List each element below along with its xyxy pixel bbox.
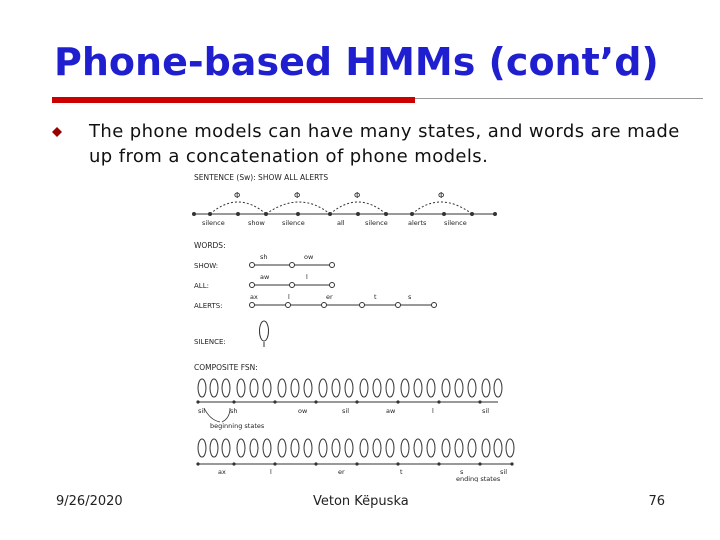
sentence-node: show	[248, 219, 265, 227]
composite-label: COMPOSITE FSN:	[194, 363, 258, 372]
ending-states-caption: ending states	[456, 475, 501, 482]
phone-label: t	[374, 293, 377, 301]
composite-phone: l	[432, 407, 434, 415]
phone-label: ax	[250, 293, 258, 301]
footer-date: 9/26/2020	[56, 494, 123, 509]
show-label: SHOW:	[194, 262, 219, 270]
beginning-states-caption: beginning states	[210, 422, 265, 430]
alerts-label: ALERTS:	[194, 302, 223, 310]
sentence-node: all	[337, 219, 345, 227]
phone-label: s	[408, 293, 412, 301]
hmm-network-figure	[190, 168, 518, 482]
composite-phone: sil	[500, 468, 507, 476]
composite-phone: l	[270, 468, 272, 476]
title-underline-accent	[52, 97, 415, 103]
composite-phone: s	[460, 468, 464, 476]
phone-label: sh	[260, 253, 268, 261]
all-label: ALL:	[194, 282, 209, 290]
composite-phone: t	[400, 468, 403, 476]
silence-label: SILENCE:	[194, 338, 226, 346]
sentence-node: silence	[365, 219, 388, 227]
sentence-node: silence	[282, 219, 305, 227]
sentence-node: silence	[202, 219, 225, 227]
composite-phone: er	[338, 468, 345, 476]
phone-label: l	[288, 293, 290, 301]
phone-label: l	[306, 273, 308, 281]
composite-phone: ow	[298, 407, 308, 415]
footer-page-number: 76	[648, 494, 665, 509]
sentence-node: alerts	[408, 219, 427, 227]
bullet-text: The phone models can have many states, and words are made up from a concatenation of phone models.	[89, 121, 680, 167]
phi-label: Φ	[294, 191, 301, 200]
composite-phone: sil	[342, 407, 349, 415]
diamond-bullet-icon	[52, 127, 62, 137]
sentence-label: SENTENCE (Sw): SHOW ALL ALERTS	[194, 173, 329, 182]
composite-phone: sil	[482, 407, 489, 415]
phone-label: aw	[260, 273, 270, 281]
footer-author: Veton Këpuska	[313, 494, 409, 509]
phi-label: Φ	[438, 191, 445, 200]
phone-label: ow	[304, 253, 314, 261]
words-label: WORDS:	[194, 241, 226, 250]
composite-phone: ax	[218, 468, 226, 476]
phone-label: er	[326, 293, 333, 301]
composite-phone: sil	[198, 407, 205, 415]
sentence-node: silence	[444, 219, 467, 227]
title-underline-rule	[415, 98, 703, 99]
slide-title: Phone-based HMMs (cont’d)	[54, 40, 659, 84]
composite-phone: aw	[386, 407, 396, 415]
phi-label: Φ	[354, 191, 361, 200]
composite-phone: sh	[230, 407, 238, 415]
phi-label: Φ	[234, 191, 241, 200]
